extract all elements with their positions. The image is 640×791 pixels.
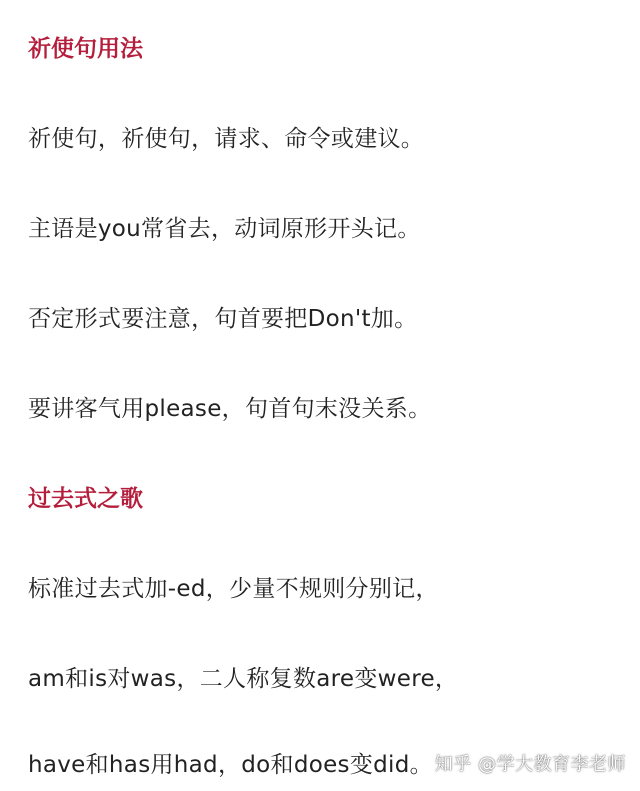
zhihu-watermark: 知乎 @学大教育李老师 <box>434 754 626 775</box>
text-line: am和is对was，二人称复数are变were， <box>28 666 459 692</box>
text-line: 标准过去式加-ed，少量不规则分别记， <box>28 576 439 602</box>
text-line: 主语是you常省去，动词原形开头记。 <box>28 216 421 242</box>
section-heading-imperative: 祈使句用法 <box>28 36 143 62</box>
text-line: 否定形式要注意，句首要把Don't加。 <box>28 306 418 332</box>
text-line: 祈使句，祈使句，请求、命令或建议。 <box>28 126 425 152</box>
text-line: 要讲客气用please，句首句末没关系。 <box>28 396 432 422</box>
text-line: have和has用had，do和does变did。 <box>28 752 433 778</box>
section-heading-past-tense: 过去式之歌 <box>28 486 143 512</box>
